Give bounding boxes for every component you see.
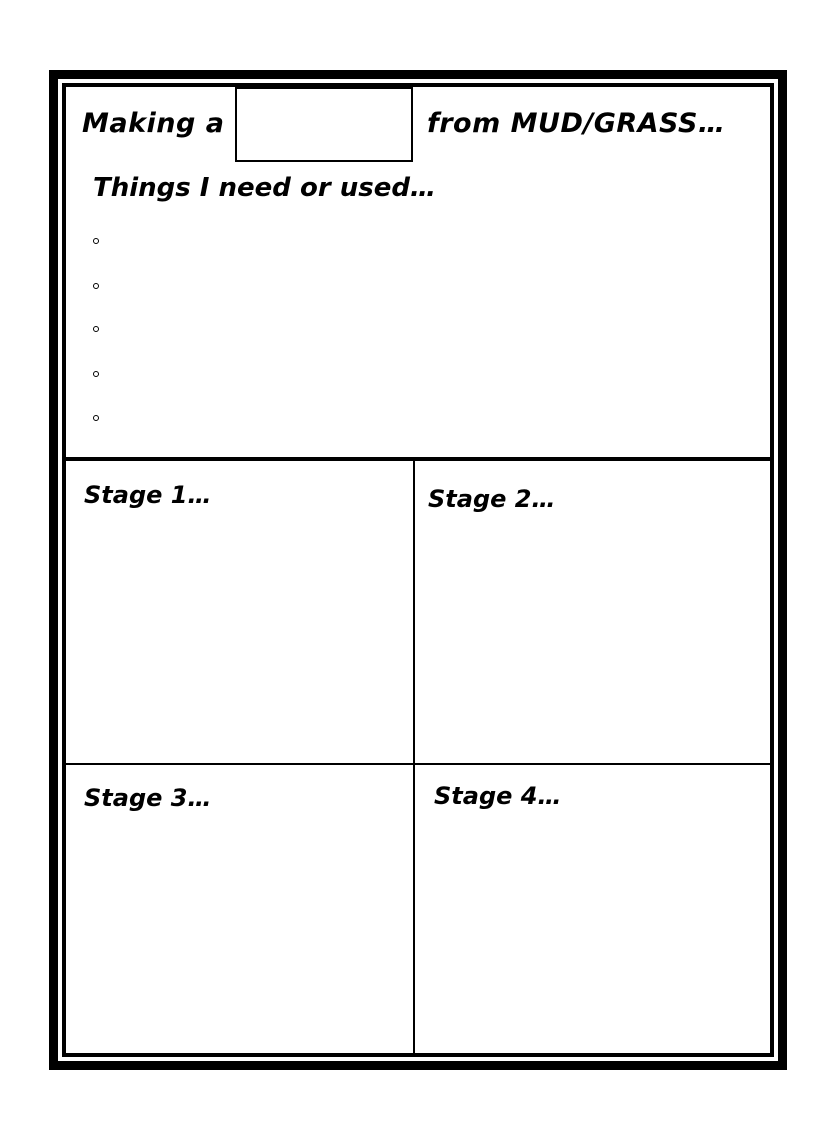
things-item-3[interactable] (112, 319, 732, 341)
bullet-icon (93, 238, 99, 244)
section-divider (66, 457, 770, 461)
bullet-icon (93, 283, 99, 289)
stage-2-area[interactable] (417, 519, 770, 761)
things-item-5[interactable] (112, 408, 732, 430)
stage-3-area[interactable] (68, 818, 411, 1051)
row-divider (66, 763, 770, 765)
stage-3-label: Stage 3… (84, 784, 212, 812)
stage-2-label: Stage 2… (428, 485, 556, 513)
things-title: Things I need or used… (93, 173, 436, 203)
bullet-icon (93, 415, 99, 421)
stage-1-label: Stage 1… (84, 481, 212, 509)
things-item-1[interactable] (112, 231, 732, 253)
stage-4-area[interactable] (417, 816, 770, 1051)
things-item-4[interactable] (112, 364, 732, 386)
making-label: Making a (82, 108, 225, 139)
from-mud-grass-label: from MUD/GRASS… (427, 108, 726, 139)
things-item-2[interactable] (112, 276, 732, 298)
object-blank-box[interactable] (235, 87, 413, 162)
bullet-icon (93, 326, 99, 332)
bullet-icon (93, 371, 99, 377)
stage-4-label: Stage 4… (434, 782, 562, 810)
column-divider (413, 461, 415, 1053)
stage-1-area[interactable] (68, 515, 411, 761)
